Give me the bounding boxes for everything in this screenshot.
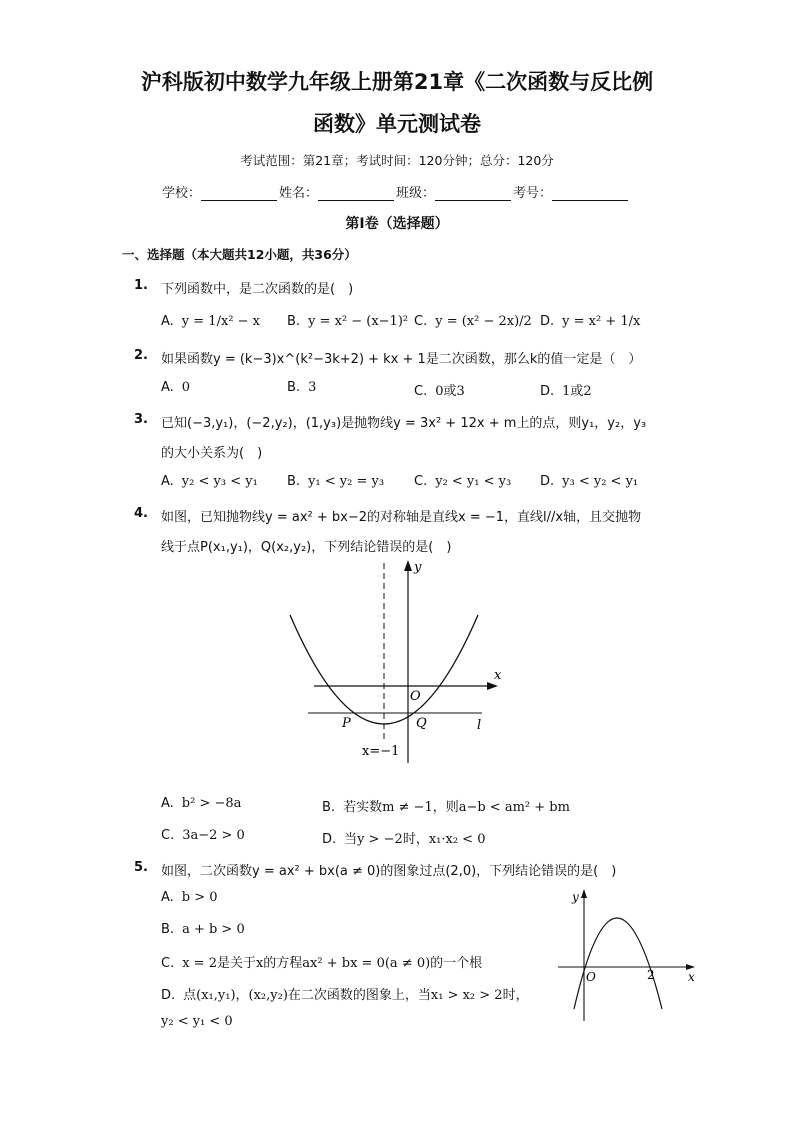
option-c[interactable]	[161, 952, 482, 971]
option-text: 3	[308, 380, 317, 395]
option-text: y₃ < y₂ < y₁	[562, 474, 639, 489]
y-axis-label: y	[414, 560, 422, 575]
exam-number-blank[interactable]	[552, 186, 628, 201]
option-d[interactable]	[540, 314, 640, 329]
y-axis-arrow	[581, 889, 587, 898]
option-label: B.	[287, 314, 301, 329]
volume-heading: 第I卷（选择题）	[345, 216, 449, 232]
option-label: D.	[161, 988, 176, 1003]
option-text: b² > −8a	[181, 796, 242, 811]
option-label: B.	[287, 474, 301, 489]
option-d[interactable]	[161, 984, 529, 1003]
option-label: D.	[540, 474, 555, 489]
question-stem-line-1: 如图，已知抛物线y = ax² + bx−2的对称轴是直线x = −1，直线l//x轴，且交抛物	[161, 510, 642, 525]
option-c[interactable]	[414, 380, 465, 399]
option-text: y₂ < y₃ < y₁	[181, 474, 258, 489]
origin-label: O	[586, 970, 596, 984]
option-label: C.	[414, 474, 428, 489]
option-label: B.	[287, 380, 301, 395]
school-blank[interactable]	[201, 186, 277, 201]
option-label: C.	[414, 384, 428, 399]
question-number: 2.	[134, 348, 148, 363]
option-text: 3a−2 > 0	[182, 828, 245, 843]
student-info-fields	[162, 182, 630, 201]
option-text: x = 2是关于x的方程ax² + bx = 0(a ≠ 0)的一个根	[182, 956, 483, 971]
option-a[interactable]	[161, 796, 241, 811]
origin-label: O	[410, 689, 421, 704]
option-text: 若实数m ≠ −1，则a−b < am² + bm	[343, 800, 570, 815]
title-line-2: 函数》单元测试卷	[313, 112, 481, 136]
option-d[interactable]	[540, 474, 638, 489]
option-text: 0	[181, 380, 191, 395]
y-axis-label: y	[572, 890, 579, 904]
x-axis-label: x	[494, 668, 502, 683]
option-text: a + b > 0	[182, 922, 245, 937]
exam-info: 考试范围：第21章；考试时间：120分钟；总分：120分	[240, 153, 554, 168]
option-text: 1或2	[562, 384, 592, 399]
option-text: 点(x₁,y₁)，(x₂,y₂)在二次函数的图象上，当x₁ > x₂ > 2时，	[183, 988, 529, 1003]
question-number: 3.	[134, 412, 148, 427]
option-text: b > 0	[181, 890, 218, 905]
class-label: 班级：	[396, 186, 436, 201]
class-blank[interactable]	[435, 186, 511, 201]
option-a[interactable]	[161, 890, 218, 905]
option-text: y = x² + 1/x	[562, 314, 641, 329]
x-axis-arrow	[487, 682, 498, 690]
exam-number-label: 考号：	[513, 186, 553, 201]
option-label: B.	[322, 800, 336, 815]
option-b[interactable]	[287, 314, 408, 329]
option-a[interactable]	[161, 314, 260, 329]
option-d[interactable]	[322, 828, 485, 847]
option-label: A.	[161, 890, 174, 905]
option-c[interactable]	[414, 474, 511, 489]
x-axis-label: x	[688, 970, 695, 984]
line-l-label: l	[477, 718, 482, 733]
question-stem: 如果函数y = (k−3)x^(k²−3k+2) + kx + 1是二次函数，那么k的值一定是（ ）	[161, 352, 642, 367]
option-text: y₂ < y₁ < y₃	[435, 474, 512, 489]
option-a[interactable]	[161, 474, 258, 489]
title-line-1: 沪科版初中数学九年级上册第21章《二次函数与反比例	[140, 70, 654, 94]
option-c[interactable]	[414, 314, 532, 329]
option-text: 当y > −2时，x₁·x₂ < 0	[344, 832, 486, 847]
y-axis-arrow	[404, 560, 412, 571]
parabola-curve	[574, 918, 662, 1009]
option-text: y = x² − (x−1)²	[308, 314, 409, 329]
symmetry-axis-label: x=−1	[362, 744, 400, 759]
question-number: 5.	[134, 860, 148, 875]
parabola-figure-q5	[552, 885, 702, 1025]
question-stem-line-2: 的大小关系为( )	[161, 446, 263, 461]
option-label: A.	[161, 796, 174, 811]
question-number: 1.	[134, 278, 148, 293]
option-c[interactable]	[161, 828, 245, 843]
option-label: B.	[161, 922, 175, 937]
option-label: D.	[540, 314, 555, 329]
option-b[interactable]	[322, 796, 570, 815]
question-stem: 下列函数中，是二次函数的是( )	[161, 282, 354, 297]
name-blank[interactable]	[318, 186, 394, 201]
option-b[interactable]	[161, 922, 245, 937]
parabola-figure-q4	[280, 555, 520, 770]
option-text: y = (x² − 2x)/2	[435, 314, 532, 329]
question-number: 4.	[134, 506, 148, 521]
option-label: C.	[161, 828, 175, 843]
school-label: 学校：	[162, 186, 202, 201]
option-label: A.	[161, 380, 174, 395]
option-a[interactable]	[161, 380, 190, 395]
point-q-label: Q	[416, 716, 427, 731]
option-label: C.	[414, 314, 428, 329]
option-label: D.	[322, 832, 337, 847]
option-text: y = 1/x² − x	[181, 314, 260, 329]
question-stem: 如图，二次函数y = ax² + bx(a ≠ 0)的图象过点(2,0)，下列结论错误的是( )	[161, 864, 617, 879]
name-label: 姓名：	[279, 186, 319, 201]
option-label: A.	[161, 314, 174, 329]
root-two-label: 2	[647, 968, 655, 982]
option-d-continuation: y₂ < y₁ < 0	[161, 1014, 233, 1029]
option-b[interactable]	[287, 474, 384, 489]
option-label: D.	[540, 384, 555, 399]
option-b[interactable]	[287, 380, 316, 395]
section-heading: 一、选择题（本大题共12小题，共36分）	[122, 247, 357, 262]
option-d[interactable]	[540, 380, 592, 399]
option-text: 0或3	[435, 384, 465, 399]
question-stem-line-2: 线于点P(x₁,y₁)，Q(x₂,y₂)，下列结论错误的是( )	[161, 540, 452, 555]
question-stem-line-1: 已知(−3,y₁)，(−2,y₂)，(1,y₃)是抛物线y = 3x² + 12x + m上的点，则y₁，y₂，y₃	[161, 416, 647, 431]
option-label: A.	[161, 474, 174, 489]
point-p-label: P	[342, 716, 351, 731]
option-label: C.	[161, 956, 175, 971]
option-text: y₁ < y₂ = y₃	[308, 474, 385, 489]
